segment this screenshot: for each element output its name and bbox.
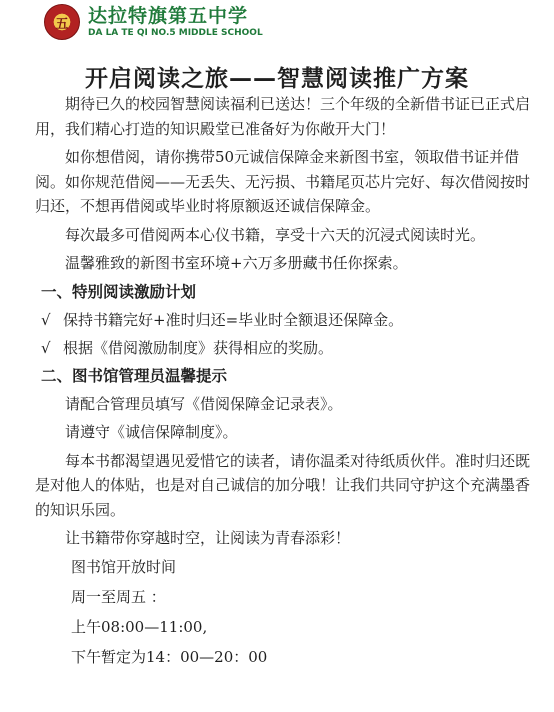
incentive-item xyxy=(41,336,540,360)
incentive-item-text: 根据《借阅激励制度》获得相应的奖励。 xyxy=(63,338,334,357)
school-name: 达拉特旗第五中学 xyxy=(88,4,249,27)
section-heading-incentive: 一、特别阅读激励计划 xyxy=(41,282,197,301)
incentive-item-text: 保持书籍完好+准时归还=毕业时全额退还保障金。 xyxy=(63,310,404,329)
school-header xyxy=(44,4,263,40)
closing-slogan: 让书籍带你穿越时空，让阅读为青春添彩！ xyxy=(65,529,351,547)
hours-morning: 上午08:00—11:00, xyxy=(71,617,208,636)
check-mark-icon: √ xyxy=(41,338,51,357)
school-logo-icon: 五 xyxy=(44,4,80,40)
school-name-block xyxy=(88,4,263,38)
hours-days: 周一至周五 ： xyxy=(71,587,166,606)
intro-paragraph: 期待已久的校园智慧阅读福利已送达！三个年级的全新借书证已正式启用，我们精心打造的知识殿堂已准备好为你敞开大门！ xyxy=(35,95,531,138)
tip-record-form: 请配合管理员填写《借阅保障金记录表》。 xyxy=(65,394,343,413)
incentive-item xyxy=(41,308,540,332)
borrow-rules-paragraph: 如你想借阅，请你携带50元诚信保障金来新图书室，领取借书证并借阅。如你规范借阅——无丢失、无污损、书籍尾页芯片完好、每次借阅按时归还，不想再借阅或毕业时将原额返还诚信保障金。 xyxy=(35,148,531,215)
care-paragraph: 每本书都渴望遇见爱惜它的读者，请你温柔对待纸质伙伴。准时归还既是对他人的体贴，也是对自己诚信的加分哦！让我们共同守护这个充满墨香的知识乐园。 xyxy=(35,451,531,519)
tip-integrity-rules: 请遵守《诚信保障制度》。 xyxy=(65,423,238,441)
document-title: 开启阅读之旅——智慧阅读推广方案 xyxy=(85,66,469,92)
borrow-limit-paragraph: 每次最多可借阅两本心仪书籍，享受十六天的沉浸式阅读时光。 xyxy=(65,225,486,244)
section-heading-tips: 二、图书馆管理员温馨提示 xyxy=(41,366,228,385)
library-intro-paragraph: 温馨雅致的新图书室环境+六万多册藏书任你探索。 xyxy=(65,254,408,272)
school-name-en: DA LA TE QI NO.5 MIDDLE SCHOOL xyxy=(88,27,263,38)
hours-afternoon: 下午暂定为14：00—20：00 xyxy=(71,647,268,666)
document-body xyxy=(35,92,540,675)
hours-label: 图书馆开放时间 xyxy=(71,557,177,576)
check-mark-icon: √ xyxy=(41,310,51,329)
